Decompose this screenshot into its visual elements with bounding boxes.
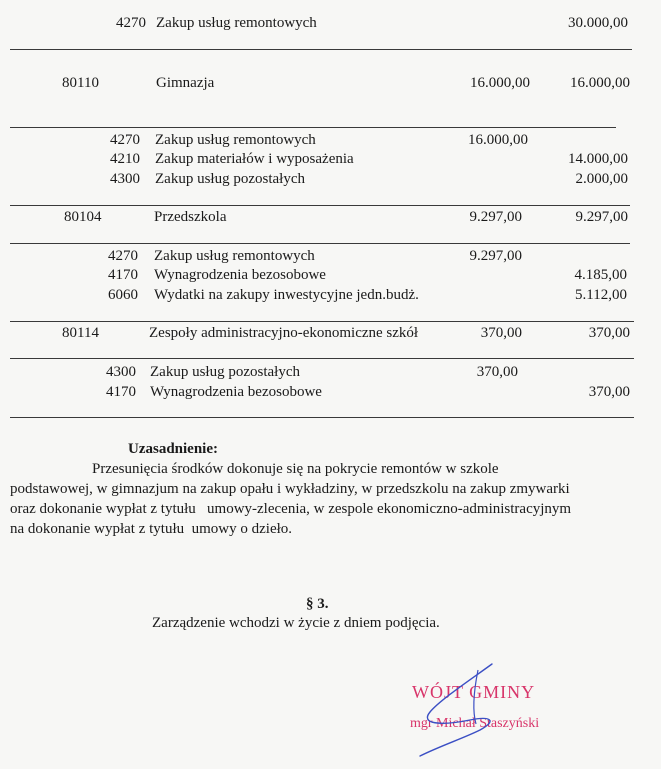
justification-line: oraz dokonanie wypłat z tytułu umowy-zlecenia, w zespole ekonomiczno-administracyjnym	[10, 501, 572, 517]
row-amount-2: 370,00	[588, 325, 630, 341]
signature-icon	[400, 660, 520, 760]
row-amount-1: 9.297,00	[469, 209, 522, 225]
row-code: 4270	[116, 15, 146, 31]
divider	[10, 127, 616, 128]
divider	[10, 243, 630, 244]
row-amount-2: 9.297,00	[575, 209, 628, 225]
row-code: 80110	[62, 75, 99, 91]
row-code: 80104	[64, 209, 102, 225]
row-code: 6060	[108, 287, 138, 303]
justification-line: podstawowej, w gimnazjum na zakup opału i wykładziny, w przedszkolu na zakup zmywarki	[10, 481, 570, 497]
row-code: 4270	[110, 132, 140, 148]
row-amount-1: 370,00	[480, 325, 522, 341]
row-code: 4210	[110, 151, 140, 167]
section-text: Zarządzenie wchodzi w życie z dniem podjęcia.	[152, 615, 440, 631]
row-amount-1: 9.297,00	[469, 248, 522, 264]
row-amount-2: 2.000,00	[575, 171, 628, 187]
justification-line: na dokonanie wypłat z tytułu umowy o dzieło.	[10, 521, 293, 537]
row-code: 4170	[108, 267, 138, 283]
row-label: Zespoły administracyjno-ekonomiczne szkół	[149, 325, 419, 341]
row-amount-1: 16.000,00	[468, 132, 528, 148]
row-code: 80114	[62, 325, 99, 341]
row-label: Wynagrodzenia bezosobowe	[154, 267, 326, 283]
row-label: Zakup usług remontowych	[156, 15, 317, 31]
section-heading: § 3.	[306, 596, 329, 612]
stamp-name: mgr Michał Staszyński	[410, 716, 540, 731]
row-amount-2: 4.185,00	[574, 267, 627, 283]
row-label: Zakup usług remontowych	[155, 132, 316, 148]
row-code: 4170	[106, 384, 136, 400]
divider	[10, 205, 630, 206]
row-amount-1: 16.000,00	[470, 75, 530, 91]
stamp-title: WÓJT GMINY	[412, 682, 536, 702]
row-amount-2: 16.000,00	[570, 75, 630, 91]
row-label: Przedszkola	[154, 209, 227, 225]
row-amount-1: 370,00	[476, 364, 518, 380]
row-label: Wynagrodzenia bezosobowe	[150, 384, 322, 400]
divider	[10, 49, 632, 50]
justification-heading: Uzasadnienie:	[128, 441, 218, 457]
row-label: Zakup usług pozostałych	[150, 364, 300, 380]
row-amount-2: 370,00	[588, 384, 630, 400]
divider	[10, 417, 634, 418]
divider	[10, 321, 634, 322]
row-code: 4300	[110, 171, 140, 187]
row-code: 4300	[106, 364, 136, 380]
row-label: Zakup usług pozostałych	[155, 171, 305, 187]
row-label: Wydatki na zakupy inwestycyjne jedn.budż.	[154, 287, 419, 303]
divider	[10, 358, 634, 359]
row-label: Zakup usług remontowych	[154, 248, 315, 264]
row-code: 4270	[108, 248, 138, 264]
row-amount-2: 14.000,00	[568, 151, 628, 167]
justification-line: Przesunięcia środków dokonuje się na pokrycie remontów w szkole	[92, 461, 499, 477]
row-amount-2: 30.000,00	[568, 15, 628, 31]
row-amount-2: 5.112,00	[575, 287, 627, 303]
row-label: Zakup materiałów i wyposażenia	[155, 151, 354, 167]
row-label: Gimnazja	[156, 75, 215, 91]
